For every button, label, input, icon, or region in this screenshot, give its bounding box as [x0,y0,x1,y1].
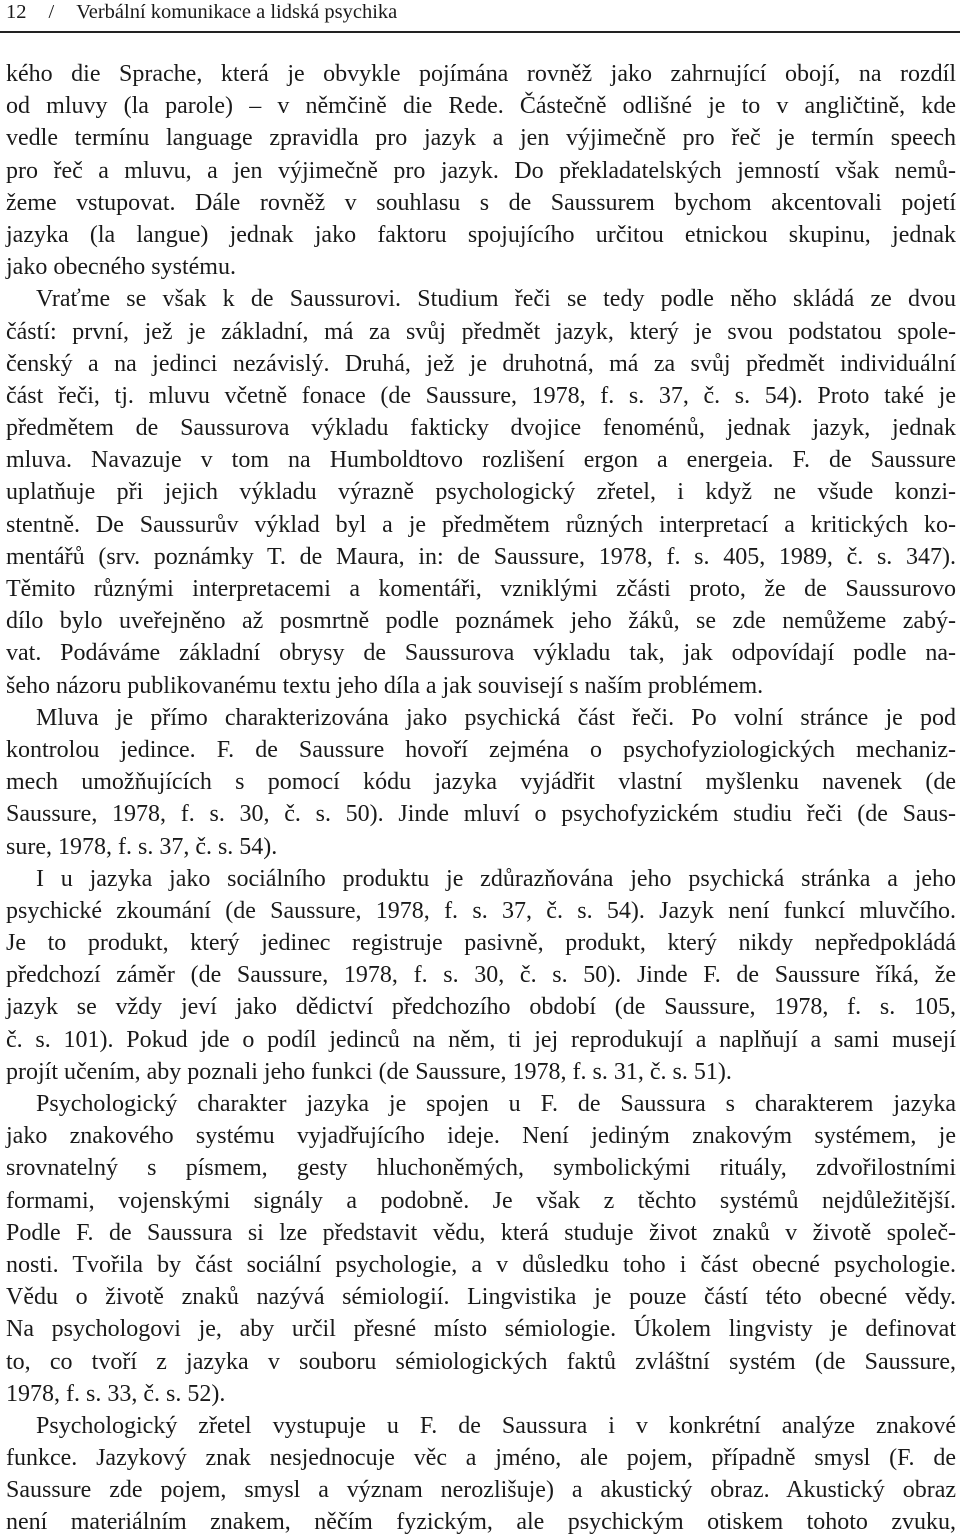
text-line: jazyk se vždy jeví jako dědictví předchozího období (de Saussure, 1978, f. s. 105, [6,994,956,1021]
text-line: Saussure, 1978, f. s. 30, č. s. 50). Jinde mluví o psychofyzickém studiu řeči (de Saus- [6,801,956,828]
text-line: Saussure zde pojem, smysl a význam nerozlišuje) a akustický obraz. Akustický obraz [6,1477,956,1504]
text-line: srovnatelný s písmem, gesty hluchoněmých, symbolickými rituály, zdvořilostními [6,1155,956,1182]
text-line: I u jazyka jako sociálního produktu je zdůrazňována jeho psychická stránka a jeho [36,865,956,892]
text-line: Je to produkt, který jedinec registruje pasivně, produkt, který nikdy nepředpokládá [6,930,956,957]
header-separator: / [48,1,55,23]
text-line: projít učením, aby poznali jeho funkci (de Saussure, 1978, f. s. 31, č. s. 51). [6,1058,732,1085]
text-line: část řeči, tj. mluvu včetně fonace (de Saussure, 1978, f. s. 37, č. s. 54). Proto také je [6,382,956,409]
text-line: dílo bylo uveřejněno až posmrtně podle poznámek jeho žáků, se zde nemůžeme zabý- [6,608,956,635]
text-line: mech umožňujících s pomocí kódu jazyka vyjádřit vlastní myšlenku navenek (de [6,769,956,796]
text-line: stentně. De Saussurův výklad byl a je předmětem různých interpretací a kritických ko- [6,511,956,538]
text-line: žeme vstupovat. Dále rovněž v souhlasu s de Saussurem bychom akcentovali pojetí [6,189,956,216]
text-line: formami, vojenskými signály a podobně. Je však z těchto systémů nejdůležitější. [6,1187,956,1214]
text-line: kého die Sprache, která je obvykle pojímána rovněž jako zahrnující obojí, na rozdíl [6,61,956,87]
text-line: Vraťme se však k de Saussurovi. Studium řeči se tedy podle něho skládá ze dvou [36,286,956,313]
text-line: mluva. Navazuje v tom na Humboldtovo rozlišení ergon a energeia. F. de Saussure [6,447,956,474]
text-line: Psychologický charakter jazyka je spojen u F. de Saussura s charakterem jazyka [36,1091,956,1117]
text-line: Na psychologovi je, aby určil přesné místo sémiologie. Úkolem lingvisty je definovat [6,1316,956,1343]
text-line: jazyka (la langue) jednak jako faktoru spojujícího určitou etnickou skupinu, jednak [6,221,956,248]
text-line: Mluva je přímo charakterizována jako psychická část řeči. Po volní stránce je pod [36,704,956,731]
text-line: uplatňuje při jejich výkladu výrazně psychologický zřetel, i když ne všude konzi- [6,479,956,506]
text-line: není materiálním znakem, něčím fyzickým, ale psychickým otiskem tohoto zvuku, [6,1509,956,1536]
text-line: Psychologický zřetel vystupuje u F. de Saussura i v konkrétní analýze znakové [36,1412,956,1439]
text-line: sure, 1978, f. s. 37, č. s. 54). [6,833,278,860]
page-number: 12 [6,1,27,23]
text-line: to, co tvoří z jazyka v souboru sémiologických faktů zvláštní systém (de Saussure, [6,1348,956,1375]
text-line: pro řeč a mluvu, a jen výjimečně pro jazyk. Do překladatelských jemností však nemů- [6,157,956,184]
text-line: 1978, f. s. 33, č. s. 52). [6,1380,226,1407]
text-line: částí: první, jež je základní, má za svůj předmět jazyk, který je svou podstatou spole- [6,318,956,345]
text-line: vedle termínu language zpravidla pro jazyk a jen výjimečně pro řeč je termín speech [6,125,956,152]
text-line: Těmito různými interpretacemi a komentáři, vzniklými zčásti proto, že de Saussurovo [6,576,956,602]
text-line: šeho názoru publikovanému textu jeho díla a jak souvisejí s naším problémem. [6,672,764,699]
text-line: nosti. Tvořila by část sociální psychologie, a v důsledku toho i část obecné psychologie. [6,1251,956,1278]
text-line: předmětem de Saussurova výkladu fakticky dvojice fenoménů, jednak jazyk, jednak [6,415,956,442]
body-text [6,58,956,1539]
text-line: předchozí záměr (de Saussure, 1978, f. s. 30, č. s. 50). Jinde F. de Saussure říká, že [6,962,956,989]
text-line: Podle F. de Saussura si lze představit vědu, která studuje život znaků v životě společ- [6,1219,956,1246]
text-line: mentářů (srv. poznámky T. de Maura, in: de Saussure, 1978, f. s. 405, 1989, č. s. 347). [6,543,956,570]
text-line: psychické zkoumání (de Saussure, 1978, f. s. 37, č. s. 54). Jazyk není funkcí mluvčího. [6,897,956,924]
running-header [6,0,397,26]
text-line: č. s. 101). Pokud jde o podíl jedinců na něm, ti jej reprodukují a naplňují a sami musejí [6,1026,956,1053]
text-line: jako znakového systému vyjadřujícího ideje. Není jediným znakovým systémem, je [6,1123,956,1150]
text-line: kontrolou jedince. F. de Saussure hovoří zejména o psychofyziologických mechaniz- [6,736,956,763]
text-line: od mluvy (la parole) – v němčině die Rede. Částečně odlišné je to v angličtině, kde [6,93,956,120]
text-line: čenský a na jedinci nezávislý. Druhá, jež je druhotná, má za svůj předmět individuální [6,350,956,377]
text-line: vat. Podáváme základní obrysy de Saussurova výkladu tak, jak odpovídají podle na- [6,640,956,667]
header-rule [0,31,960,33]
text-line: funkce. Jazykový znak nesjednocuje věc a jméno, ale pojem, případně smysl (F. de [6,1445,956,1472]
running-title: Verbální komunikace a lidská psychika [76,1,398,23]
text-line: Vědu o životě znaků nazývá sémiologií. Lingvistika je pouze částí této obecné vědy. [6,1284,956,1311]
text-line: jako obecného systému. [6,254,236,281]
